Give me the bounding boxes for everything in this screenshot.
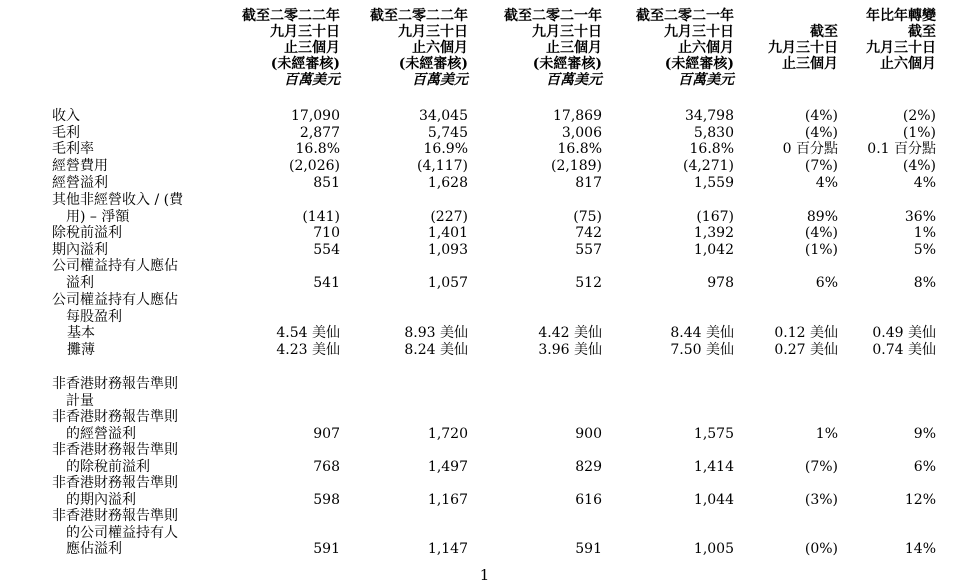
row-label bbox=[52, 409, 212, 442]
cell-value: 1% bbox=[815, 425, 838, 442]
cell-value: 6% bbox=[913, 458, 936, 475]
cell-value: 768 bbox=[313, 458, 340, 475]
cell-value: 541 bbox=[313, 274, 340, 291]
cell-value: (4%) bbox=[804, 225, 838, 241]
row-label-line: 計量 bbox=[66, 392, 94, 409]
cell-value: 829 bbox=[575, 458, 602, 475]
header-line: 止六個月 bbox=[678, 40, 734, 56]
row-label bbox=[52, 376, 212, 409]
row-label bbox=[52, 508, 212, 558]
cell-value: 1,414 bbox=[693, 458, 734, 475]
row-label-line: 非香港財務報告準則 bbox=[52, 376, 178, 392]
row-label-line: 經營費用 bbox=[52, 158, 108, 174]
header-line: 截至二零二一年 bbox=[636, 8, 734, 24]
cell-value: 8.44 美仙 bbox=[670, 325, 734, 341]
cell-value: 1,042 bbox=[693, 242, 734, 258]
row-label-line: 的期內溢利 bbox=[66, 491, 136, 508]
header-line: 截至 bbox=[810, 24, 838, 40]
header-unit: 百萬美元 bbox=[678, 72, 734, 88]
cell-value: (7%) bbox=[804, 158, 838, 174]
row-label-line: 非香港財務報告準則 bbox=[52, 442, 178, 458]
cell-value: 1% bbox=[913, 225, 936, 241]
header-line: (未經審核) bbox=[398, 56, 468, 72]
cell-value: 1,057 bbox=[427, 274, 468, 291]
cell-value: 0.27 美仙 bbox=[774, 342, 838, 358]
cell-value: 3,006 bbox=[561, 125, 602, 141]
cell-value: 16.8% bbox=[557, 141, 602, 157]
cell-value: (4,271) bbox=[682, 158, 734, 174]
header-line: (未經審核) bbox=[532, 56, 602, 72]
cell-value: 907 bbox=[313, 425, 340, 442]
header-line: 截至二零二一年 bbox=[504, 8, 602, 24]
cell-value: 89% bbox=[806, 208, 838, 225]
column-header-yoy-3m bbox=[748, 24, 838, 72]
cell-value: 8.93 美仙 bbox=[404, 325, 468, 341]
cell-value: 900 bbox=[575, 425, 602, 442]
row-label-line: 攤薄 bbox=[67, 342, 95, 358]
row-label-line: 收入 bbox=[52, 108, 80, 124]
row-label bbox=[67, 342, 227, 359]
cell-value: 1,167 bbox=[427, 491, 468, 508]
row-label-line: 溢利 bbox=[66, 274, 94, 291]
row-label-line: 經營溢利 bbox=[52, 175, 108, 191]
cell-value: 616 bbox=[575, 491, 602, 508]
cell-value: 36% bbox=[904, 208, 936, 225]
header-unit: 百萬美元 bbox=[546, 72, 602, 88]
row-label bbox=[52, 225, 212, 242]
row-label bbox=[52, 158, 212, 175]
header-line: 九月三十日 bbox=[532, 24, 602, 40]
cell-value: 0 百分點 bbox=[782, 141, 838, 157]
column-header-h1-2021 bbox=[594, 8, 734, 88]
cell-value: 17,869 bbox=[553, 108, 602, 124]
row-label-line: 公司權益持有人應佔 bbox=[52, 258, 178, 274]
cell-value: 554 bbox=[313, 242, 340, 258]
cell-value: (1%) bbox=[902, 125, 936, 141]
page-number: 1 bbox=[479, 566, 490, 584]
cell-value: 16.8% bbox=[689, 141, 734, 157]
header-line: 止三個月 bbox=[284, 40, 340, 56]
cell-value: (4%) bbox=[902, 158, 936, 174]
row-label-line: 的經營溢利 bbox=[66, 425, 136, 442]
cell-value: (4,117) bbox=[416, 158, 468, 174]
cell-value: (227) bbox=[430, 208, 468, 225]
cell-value: 1,147 bbox=[427, 541, 468, 557]
row-label-line: 非香港財務報告準則 bbox=[52, 475, 178, 491]
cell-value: 14% bbox=[904, 541, 936, 557]
cell-value: 6% bbox=[815, 274, 838, 291]
row-label-line: 基本 bbox=[67, 325, 95, 341]
cell-value: 5,745 bbox=[427, 125, 468, 141]
row-label bbox=[67, 325, 227, 342]
cell-value: 4% bbox=[815, 175, 838, 191]
cell-value: (3%) bbox=[804, 491, 838, 508]
row-label-line: 用) – 淨額 bbox=[66, 208, 130, 225]
header-line: 止六個月 bbox=[880, 56, 936, 72]
cell-value: 1,575 bbox=[693, 425, 734, 442]
header-line: (未經審核) bbox=[664, 56, 734, 72]
cell-value: (7%) bbox=[804, 458, 838, 475]
header-line: 九月三十日 bbox=[866, 40, 936, 56]
cell-value: 8% bbox=[913, 274, 936, 291]
cell-value: 1,497 bbox=[427, 458, 468, 475]
cell-value: (1%) bbox=[804, 242, 838, 258]
cell-value: 1,628 bbox=[427, 175, 468, 191]
row-label bbox=[52, 475, 212, 508]
cell-value: 978 bbox=[707, 274, 734, 291]
row-label-line: 非香港財務報告準則 bbox=[52, 508, 178, 524]
header-unit: 百萬美元 bbox=[284, 72, 340, 88]
column-header-h1-2022 bbox=[328, 8, 468, 88]
cell-value: 1,044 bbox=[693, 491, 734, 508]
cell-value: 710 bbox=[313, 225, 340, 241]
cell-value: 851 bbox=[313, 175, 340, 191]
cell-value: (141) bbox=[302, 208, 340, 225]
cell-value: (4%) bbox=[804, 125, 838, 141]
cell-value: 12% bbox=[904, 491, 936, 508]
cell-value: 1,005 bbox=[693, 541, 734, 557]
cell-value: (75) bbox=[573, 208, 602, 225]
cell-value: 8.24 美仙 bbox=[404, 342, 468, 358]
cell-value: 0.1 百分點 bbox=[867, 141, 936, 157]
cell-value: 512 bbox=[575, 274, 602, 291]
cell-value: 34,045 bbox=[419, 108, 468, 124]
cell-value: 3.96 美仙 bbox=[538, 342, 602, 358]
header-line: 九月三十日 bbox=[664, 24, 734, 40]
cell-value: 1,401 bbox=[427, 225, 468, 241]
row-label bbox=[52, 108, 212, 125]
row-label-line: 毛利率 bbox=[52, 141, 94, 157]
cell-value: 1,093 bbox=[427, 242, 468, 258]
cell-value: (2,026) bbox=[288, 158, 340, 174]
cell-value: 5% bbox=[913, 242, 936, 258]
header-line: 止三個月 bbox=[782, 56, 838, 72]
cell-value: (4%) bbox=[804, 108, 838, 124]
cell-value: 17,090 bbox=[291, 108, 340, 124]
cell-value: 1,720 bbox=[427, 425, 468, 442]
row-label bbox=[52, 175, 212, 192]
cell-value: 817 bbox=[575, 175, 602, 191]
cell-value: 1,392 bbox=[693, 225, 734, 241]
row-label-line: 每股盈利 bbox=[66, 308, 122, 325]
row-label bbox=[52, 442, 212, 475]
row-label bbox=[52, 192, 212, 225]
row-label-line: 公司權益持有人應佔 bbox=[52, 292, 178, 308]
header-line: 截至 bbox=[908, 24, 936, 40]
header-unit: 百萬美元 bbox=[412, 72, 468, 88]
cell-value: 598 bbox=[313, 491, 340, 508]
cell-value: 591 bbox=[575, 541, 602, 557]
row-label-line: 除稅前溢利 bbox=[52, 225, 122, 241]
row-label bbox=[52, 141, 212, 158]
cell-value: 4.23 美仙 bbox=[276, 342, 340, 358]
cell-value: 16.8% bbox=[295, 141, 340, 157]
row-label-line: 期內溢利 bbox=[52, 242, 108, 258]
header-line: (未經審核) bbox=[270, 56, 340, 72]
cell-value: 742 bbox=[575, 225, 602, 241]
cell-value: 9% bbox=[913, 425, 936, 442]
cell-value: (0%) bbox=[804, 541, 838, 557]
row-label bbox=[52, 292, 212, 325]
cell-value: 5,830 bbox=[693, 125, 734, 141]
row-label-line: 其他非經營收入 / (費 bbox=[52, 192, 184, 208]
row-label-line: 毛利 bbox=[52, 125, 80, 141]
cell-value: 0.49 美仙 bbox=[872, 325, 936, 341]
header-line: 止三個月 bbox=[546, 40, 602, 56]
column-header-q3-2022 bbox=[200, 8, 340, 88]
cell-value: 0.74 美仙 bbox=[872, 342, 936, 358]
header-line: 九月三十日 bbox=[768, 40, 838, 56]
yoy-change-title: 年比年轉變 bbox=[866, 8, 936, 24]
cell-value: (2%) bbox=[902, 108, 936, 124]
cell-value: 2,877 bbox=[299, 125, 340, 141]
cell-value: 16.9% bbox=[423, 141, 468, 157]
header-line: 截至二零二二年 bbox=[370, 8, 468, 24]
header-line: 截至二零二二年 bbox=[242, 8, 340, 24]
cell-value: 0.12 美仙 bbox=[774, 325, 838, 341]
row-label-line: 應佔溢利 bbox=[66, 541, 122, 557]
cell-value: (167) bbox=[696, 208, 734, 225]
row-label-line: 的公司權益持有人 bbox=[66, 524, 178, 541]
cell-value: 4.54 美仙 bbox=[276, 325, 340, 341]
column-header-q3-2021 bbox=[462, 8, 602, 88]
column-header-yoy-6m bbox=[846, 24, 936, 72]
cell-value: 4.42 美仙 bbox=[538, 325, 602, 341]
header-line: 九月三十日 bbox=[398, 24, 468, 40]
header-line: 九月三十日 bbox=[270, 24, 340, 40]
row-label bbox=[52, 125, 212, 142]
cell-value: 591 bbox=[313, 541, 340, 557]
row-label bbox=[52, 242, 212, 259]
cell-value: 7.50 美仙 bbox=[670, 342, 734, 358]
row-label bbox=[52, 258, 212, 291]
cell-value: (2,189) bbox=[550, 158, 602, 174]
row-label-line: 的除稅前溢利 bbox=[66, 458, 150, 475]
cell-value: 1,559 bbox=[693, 175, 734, 191]
cell-value: 557 bbox=[575, 242, 602, 258]
cell-value: 34,798 bbox=[685, 108, 734, 124]
cell-value: 4% bbox=[913, 175, 936, 191]
row-label-line: 非香港財務報告準則 bbox=[52, 409, 178, 425]
header-line: 止六個月 bbox=[412, 40, 468, 56]
